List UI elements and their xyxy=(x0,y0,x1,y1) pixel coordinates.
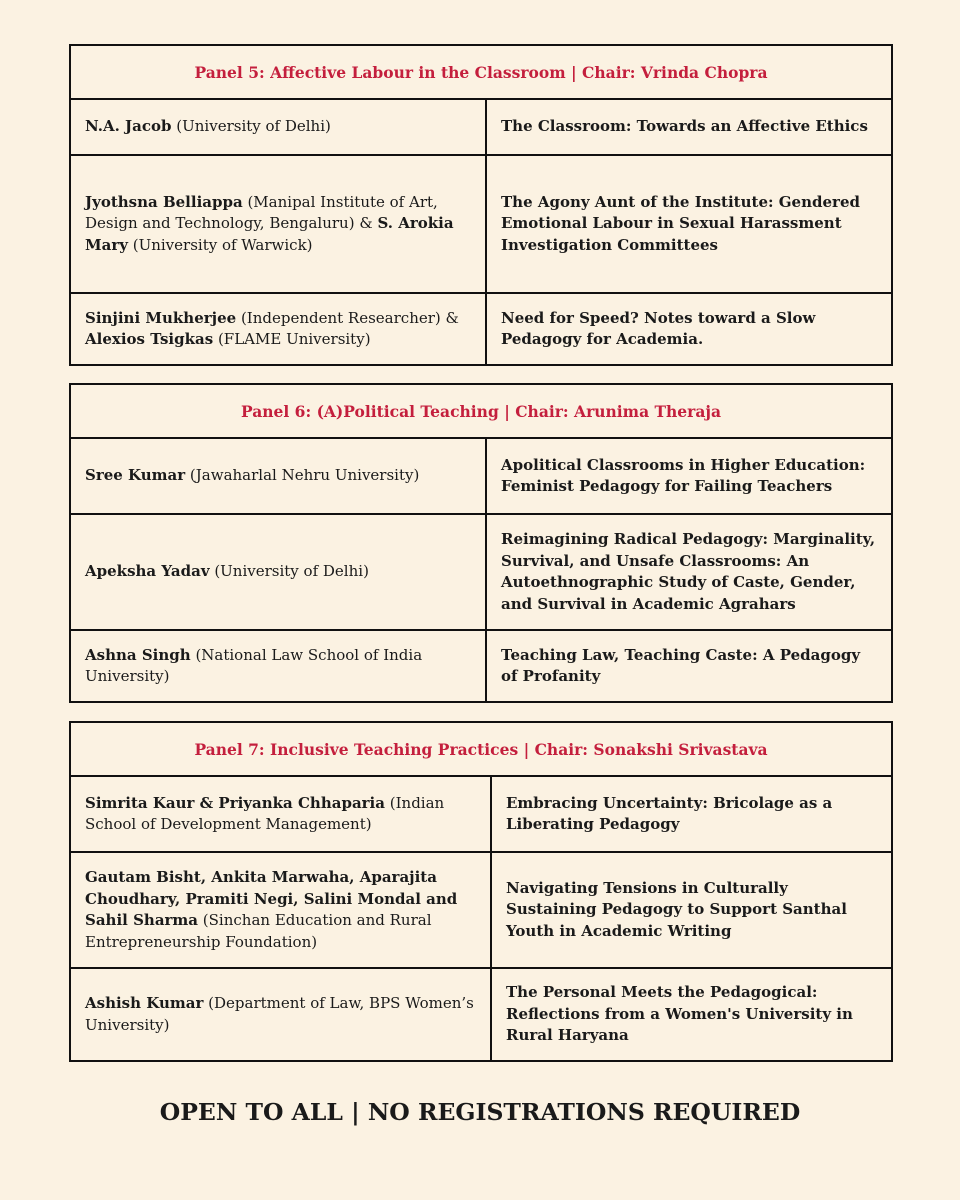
paper-title-cell: Embracing Uncertainty: Bricolage as a Liberating Pedagogy xyxy=(506,793,833,833)
presenter-cell xyxy=(71,513,487,629)
presenter-cell xyxy=(71,629,487,701)
presenter-affiliation: (FLAME University) xyxy=(213,330,371,348)
presenter-name: Gautam Bisht, Ankita Marwaha, Aparajita Choudhary, Pramiti Negi, Salini Mondal and Sahil Sharma xyxy=(85,868,458,929)
presenter-name: Simrita Kaur & Priyanka Chhaparia xyxy=(85,793,385,812)
paper-title-cell: The Personal Meets the Pedagogical: Reflections from a Women's University in Rural Haryana xyxy=(492,967,891,1060)
panel-6-table xyxy=(69,383,893,703)
presenter-affiliation: (Independent Researcher) & xyxy=(236,308,459,327)
presenter-name: Apeksha Yadav xyxy=(85,562,210,581)
presenter-cell xyxy=(71,851,492,967)
panel-7-table xyxy=(69,721,893,1062)
presenter-affiliation: (University of Delhi) xyxy=(209,562,369,581)
presenter-name: Sinjini Mukherjee xyxy=(85,308,237,327)
presenter-name: Jyothsna Belliappa xyxy=(85,192,243,211)
presenter-cell xyxy=(71,154,487,292)
presenter-affiliation: (Manipal Institute of Art, Design and Technology, Bengaluru) & xyxy=(85,192,438,233)
presenter-cell xyxy=(71,439,487,513)
presenter-affiliation: (Sinchan Education and Rural Entrepreneurship Foundation) xyxy=(85,911,432,951)
presenter-affiliation: (University of Warwick) xyxy=(127,235,313,254)
presenter-cell xyxy=(71,100,487,154)
paper-title-cell: The Classroom: Towards an Affective Ethics xyxy=(501,117,868,136)
presenter-name: Ashish Kumar xyxy=(85,994,204,1012)
presenter-name: Ashna Singh xyxy=(85,645,191,664)
presenter-name: S. Arokia Mary xyxy=(85,214,454,254)
paper-title-cell: Reimagining Radical Pedagogy: Marginality, Survival, and Unsafe Classrooms: An Autoethnographic Study of Caste, Gender, and Survival in Academic Agrahars xyxy=(487,513,891,629)
presenter-cell xyxy=(71,292,487,364)
paper-title-cell: The Agony Aunt of the Institute: Gendered Emotional Labour in Sexual Harassment Investigation Committees xyxy=(487,154,891,292)
footer-notice: OPEN TO ALL | NO REGISTRATIONS REQUIRED xyxy=(159,1098,801,1126)
presenter-affiliation: (Jawaharlal Nehru University) xyxy=(185,466,420,485)
paper-title-cell: Navigating Tensions in Culturally Sustaining Pedagogy to Support Santhal Youth in Academic Writing xyxy=(492,851,891,967)
presenter-cell xyxy=(71,967,492,1060)
presenter-affiliation: (Department of Law, BPS Women’s University) xyxy=(85,994,474,1034)
presenter-name: Sree Kumar xyxy=(85,466,186,485)
presenter-cell xyxy=(71,777,492,851)
presenter-name: N.A. Jacob xyxy=(85,117,172,136)
paper-title-cell: Need for Speed? Notes toward a Slow Pedagogy for Academia. xyxy=(487,292,891,364)
panel-title: Panel 6: (A)Political Teaching | Chair: Arunima Theraja xyxy=(71,385,891,439)
panel-5-table xyxy=(69,44,893,366)
presenter-affiliation: (University of Delhi) xyxy=(171,117,331,136)
paper-title-cell: Teaching Law, Teaching Caste: A Pedagogy of Profanity xyxy=(487,629,891,701)
presenter-name: Alexios Tsigkas xyxy=(85,330,214,348)
paper-title-cell: Apolitical Classrooms in Higher Education: Feminist Pedagogy for Failing Teachers xyxy=(501,455,866,495)
presenter-affiliation: (National Law School of India University) xyxy=(85,645,423,685)
presenter-affiliation: (Indian School of Development Management) xyxy=(85,793,445,833)
panel-title: Panel 5: Affective Labour in the Classroom | Chair: Vrinda Chopra xyxy=(71,46,891,100)
panel-title: Panel 7: Inclusive Teaching Practices | Chair: Sonakshi Srivastava xyxy=(71,723,891,777)
